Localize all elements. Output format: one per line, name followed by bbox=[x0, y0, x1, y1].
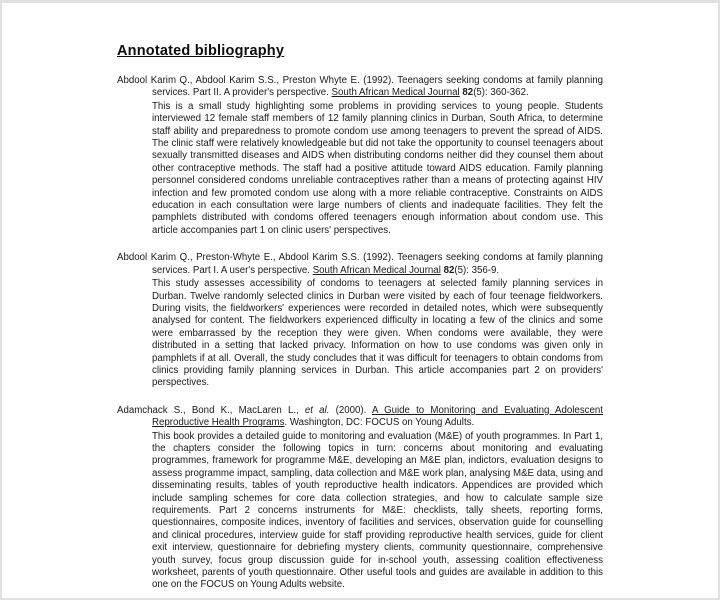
citation-text bbox=[117, 405, 603, 430]
citation-segment: South African Medical Journal bbox=[331, 87, 460, 99]
citation-segment: 82 bbox=[462, 87, 474, 99]
citation-segment: (5): 356-9. bbox=[454, 264, 500, 276]
citation-segment: et al. bbox=[304, 404, 330, 416]
citation-segment: Abdool Karim Q., Preston-Whyte E., Abdool Karim S.S. (1992). Teenagers seeking condoms at family planning services. Part I. A user's perspective. bbox=[117, 252, 603, 276]
citation-text bbox=[117, 75, 603, 100]
citation-segment: A Guide to Monitoring and Evaluating Adolescent Reproductive Health Programs bbox=[152, 404, 603, 429]
citation-segment: (2000). bbox=[329, 404, 372, 416]
citation-segment: (5): 360-362. bbox=[473, 87, 529, 99]
citation-text bbox=[117, 252, 603, 277]
citation-segment: Adamchack S., Bond K., MacLaren L., bbox=[117, 404, 305, 416]
bibliography-entries bbox=[117, 75, 603, 592]
annotation-text: This book provides a detailed guide to monitoring and evaluation (M&E) of youth programmes. In Part 1, the chapters consider the following topics in turn: concerns about monitoring and evaluating programmes, framework for programme M&E, developing an M&E plan, indictors, evaluation designs to assess programme impact, sampling, data collection and M&E work plan, analysing M&E data, using and disseminating results, tables of youth reproductive health indicators. Appendices are provided which include sampling schemes for core data collection strategies, and how to calculate sample size requirements. Part 2 concerns instruments for M&E: checklists, tally sheets, reporting forms, questionnaires, composite indices, inventory of facilities and services, observation guide for counselling and clinical procedures, interview guide for staff providing reproductive health services, guide for client exit interview, questionnaire for debriefing mystery clients, community questionnaire, comprehensive youth survey, focus group discussion guide for in-school youth, assessing coalition effectiveness worksheet, parents of youth questionnaire. Other useful tools and guides are available in addition to this one on the FOCUS on Young Adults website. bbox=[152, 430, 603, 591]
citation-segment: Abdool Karim Q., Abdool Karim S.S., Preston Whyte E. (1992). Teenagers seeking condoms at family planning services. Part II. A provider's perspective. bbox=[117, 75, 603, 99]
annotation-text: This is a small study highlighting some problems in providing services to young people. Students interviewed 12 female staff members of 12 family planning clinics in Durban, South Africa, to determine staff ability and preparedness to promote condom use among teenagers to prevent the spread of AIDS. The clinic staff were relatively knowledgeable but did not take the opportunity to counsel teenagers about sexually transmitted diseases and AIDS when distributing condoms neither did they counsel them about other contraceptive methods. The staff had a positive attitude toward AIDS education. Family planning personnel considered condoms unreliable contraceptives rather than a means of protecting against HIV infection and few promoted condom use along with a more reliable contraceptive. Constraints on AIDS education in each consultation were large numbers of clients and inadequate facilities. They felt the pamphlets distributed with condoms offered teenagers enough information about condom use. This article accompanies part 1 on clinic users' perspectives. bbox=[152, 100, 603, 236]
bibliography-entry bbox=[117, 405, 603, 592]
page-title: Annotated bibliography bbox=[117, 43, 285, 59]
bibliography-entry bbox=[117, 75, 603, 237]
citation-segment: . Washington, DC: FOCUS on Young Adults. bbox=[284, 417, 475, 429]
bibliography-entry bbox=[117, 252, 603, 389]
annotation-text: This study assesses accessibility of condoms to teenagers at selected family planning services in Durban. Twelve randomly selected clinics in Durban were visited by each of four teenage fieldworkers. During visits, the fieldworkers' experiences were recorded in detailed notes, which were subsequently analysed for content. The fieldworkers experienced difficulty in locating a few of the clinics and some were embarrassed by the reception they were given. When condoms were available, they were distributed in a setting that lacked privacy. Information on how to use condoms was given only in pamphlets if at all. Overall, the study concludes that it was difficult for teenagers to obtain condoms from clinics providing family planning services in Durban. This article accompanies part 2 on providers' perspectives. bbox=[152, 278, 603, 389]
citation-segment: South African Medical Journal bbox=[312, 264, 441, 276]
citation-segment: 82 bbox=[443, 264, 455, 276]
